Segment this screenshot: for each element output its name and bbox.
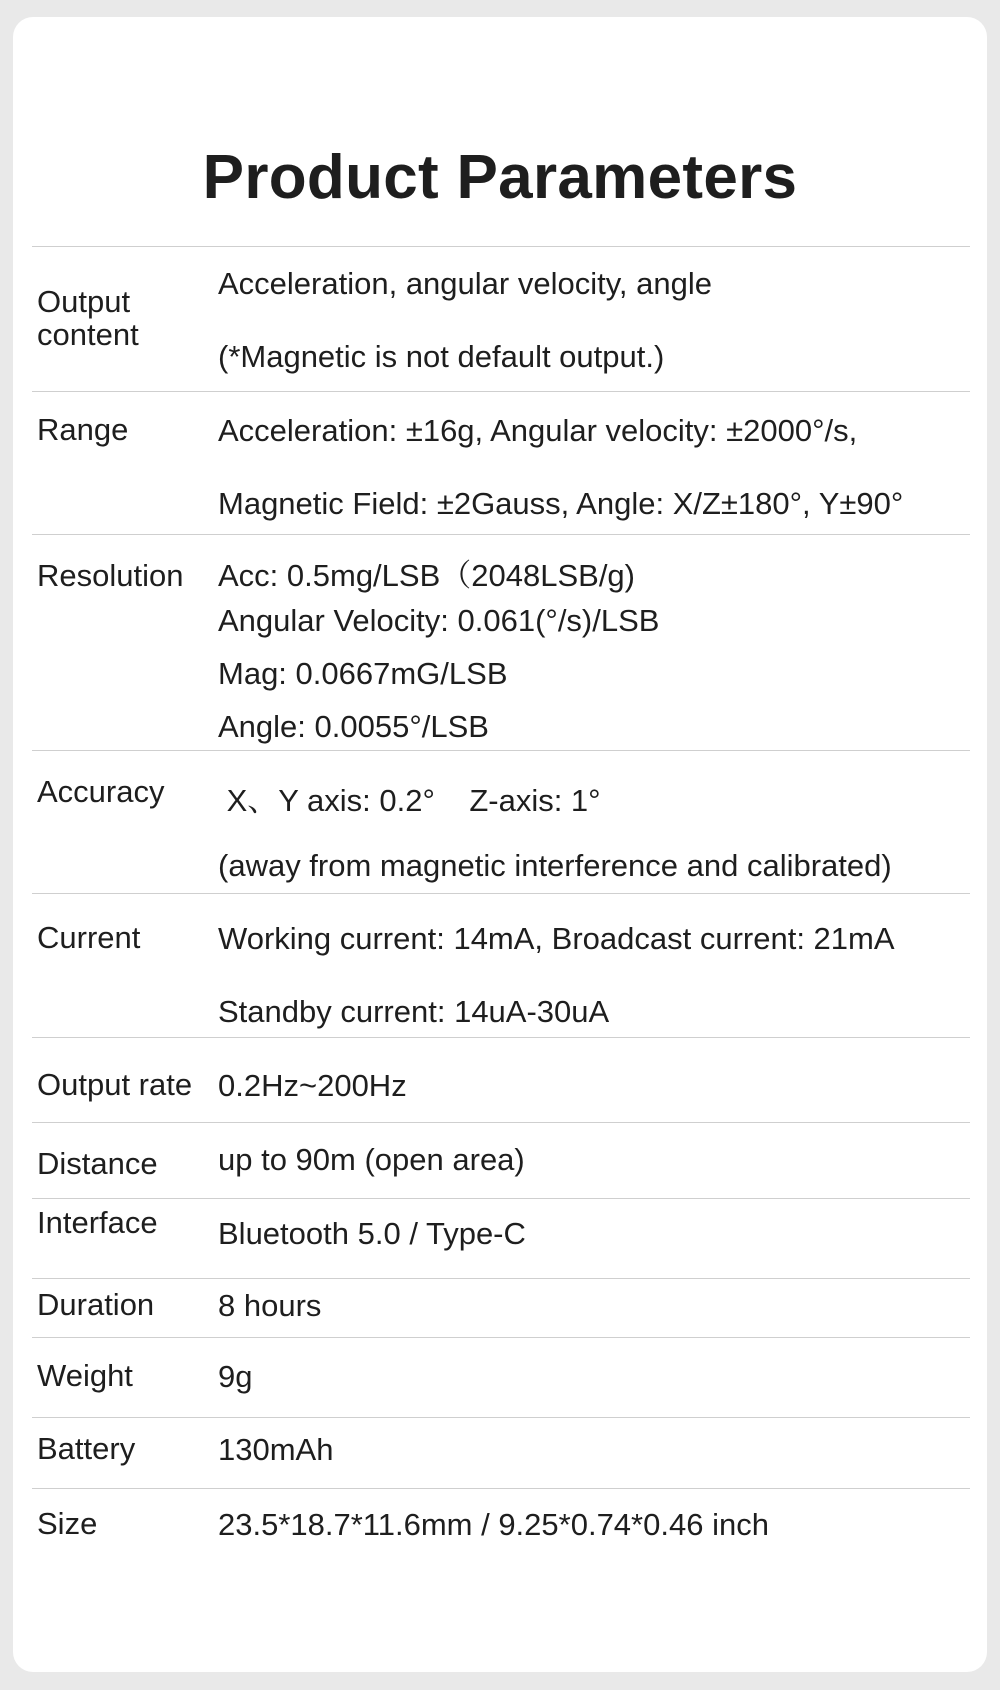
row-value: Magnetic Field: ±2Gauss, Angle: X/Z±180°, Y±90° [218, 486, 904, 521]
row-value: Bluetooth 5.0 / Type-C [218, 1216, 526, 1251]
page-title: Product Parameters [202, 143, 798, 212]
table-row-size [32, 1488, 970, 1573]
row-label: Accuracy [37, 774, 165, 809]
table-row-resolution [32, 534, 970, 750]
row-value: Acceleration, angular velocity, angle [218, 266, 712, 301]
row-label: Battery [37, 1431, 136, 1466]
row-value: (away from magnetic interference and calibrated) [218, 848, 892, 883]
row-value: up to 90m (open area) [218, 1142, 525, 1177]
table-row-battery [32, 1417, 970, 1488]
row-value: Acc: 0.5mg/LSB（2048LSB/g) [218, 558, 636, 593]
row-label-line-1: Output [37, 284, 131, 319]
table-row-output-content [32, 246, 970, 391]
table-row-accuracy [32, 750, 970, 893]
row-value: Angular Velocity: 0.061(°/s)/LSB [218, 603, 660, 638]
row-label: Current [37, 920, 141, 955]
row-label-line-2: content [37, 317, 139, 352]
table-row-current [32, 893, 970, 1037]
table-row-interface [32, 1198, 970, 1278]
table-row-duration [32, 1278, 970, 1337]
row-value: 23.5*18.7*11.6mm / 9.25*0.74*0.46 inch [218, 1507, 769, 1542]
row-label: Output rate [37, 1067, 193, 1102]
row-label: Range [37, 412, 129, 447]
row-label: Size [37, 1506, 98, 1541]
row-value: Acceleration: ±16g, Angular velocity: ±2000°/s, [218, 413, 858, 448]
row-label: Interface [37, 1205, 158, 1240]
row-label: Resolution [37, 558, 184, 593]
row-label: Duration [37, 1287, 155, 1322]
row-value: Working current: 14mA, Broadcast current: 21mA [218, 921, 895, 956]
row-value: 8 hours [218, 1288, 322, 1323]
table-row-range [32, 391, 970, 534]
row-value: 9g [218, 1359, 253, 1394]
row-label: Distance [37, 1146, 158, 1181]
parameters-table [32, 246, 970, 1573]
row-value: (*Magnetic is not default output.) [218, 339, 665, 374]
table-row-weight [32, 1337, 970, 1417]
product-card [13, 17, 987, 1672]
table-row-distance [32, 1122, 970, 1198]
row-value: Angle: 0.0055°/LSB [218, 709, 489, 744]
table-row-output-rate [32, 1037, 970, 1122]
row-value: Mag: 0.0667mG/LSB [218, 656, 508, 691]
row-value: 0.2Hz~200Hz [218, 1068, 407, 1103]
row-value: 130mAh [218, 1432, 334, 1467]
row-label: Weight [37, 1358, 133, 1393]
row-value: X、Y axis: 0.2° Z-axis: 1° [218, 783, 601, 818]
row-label [37, 285, 139, 351]
row-value: Standby current: 14uA-30uA [218, 994, 610, 1029]
